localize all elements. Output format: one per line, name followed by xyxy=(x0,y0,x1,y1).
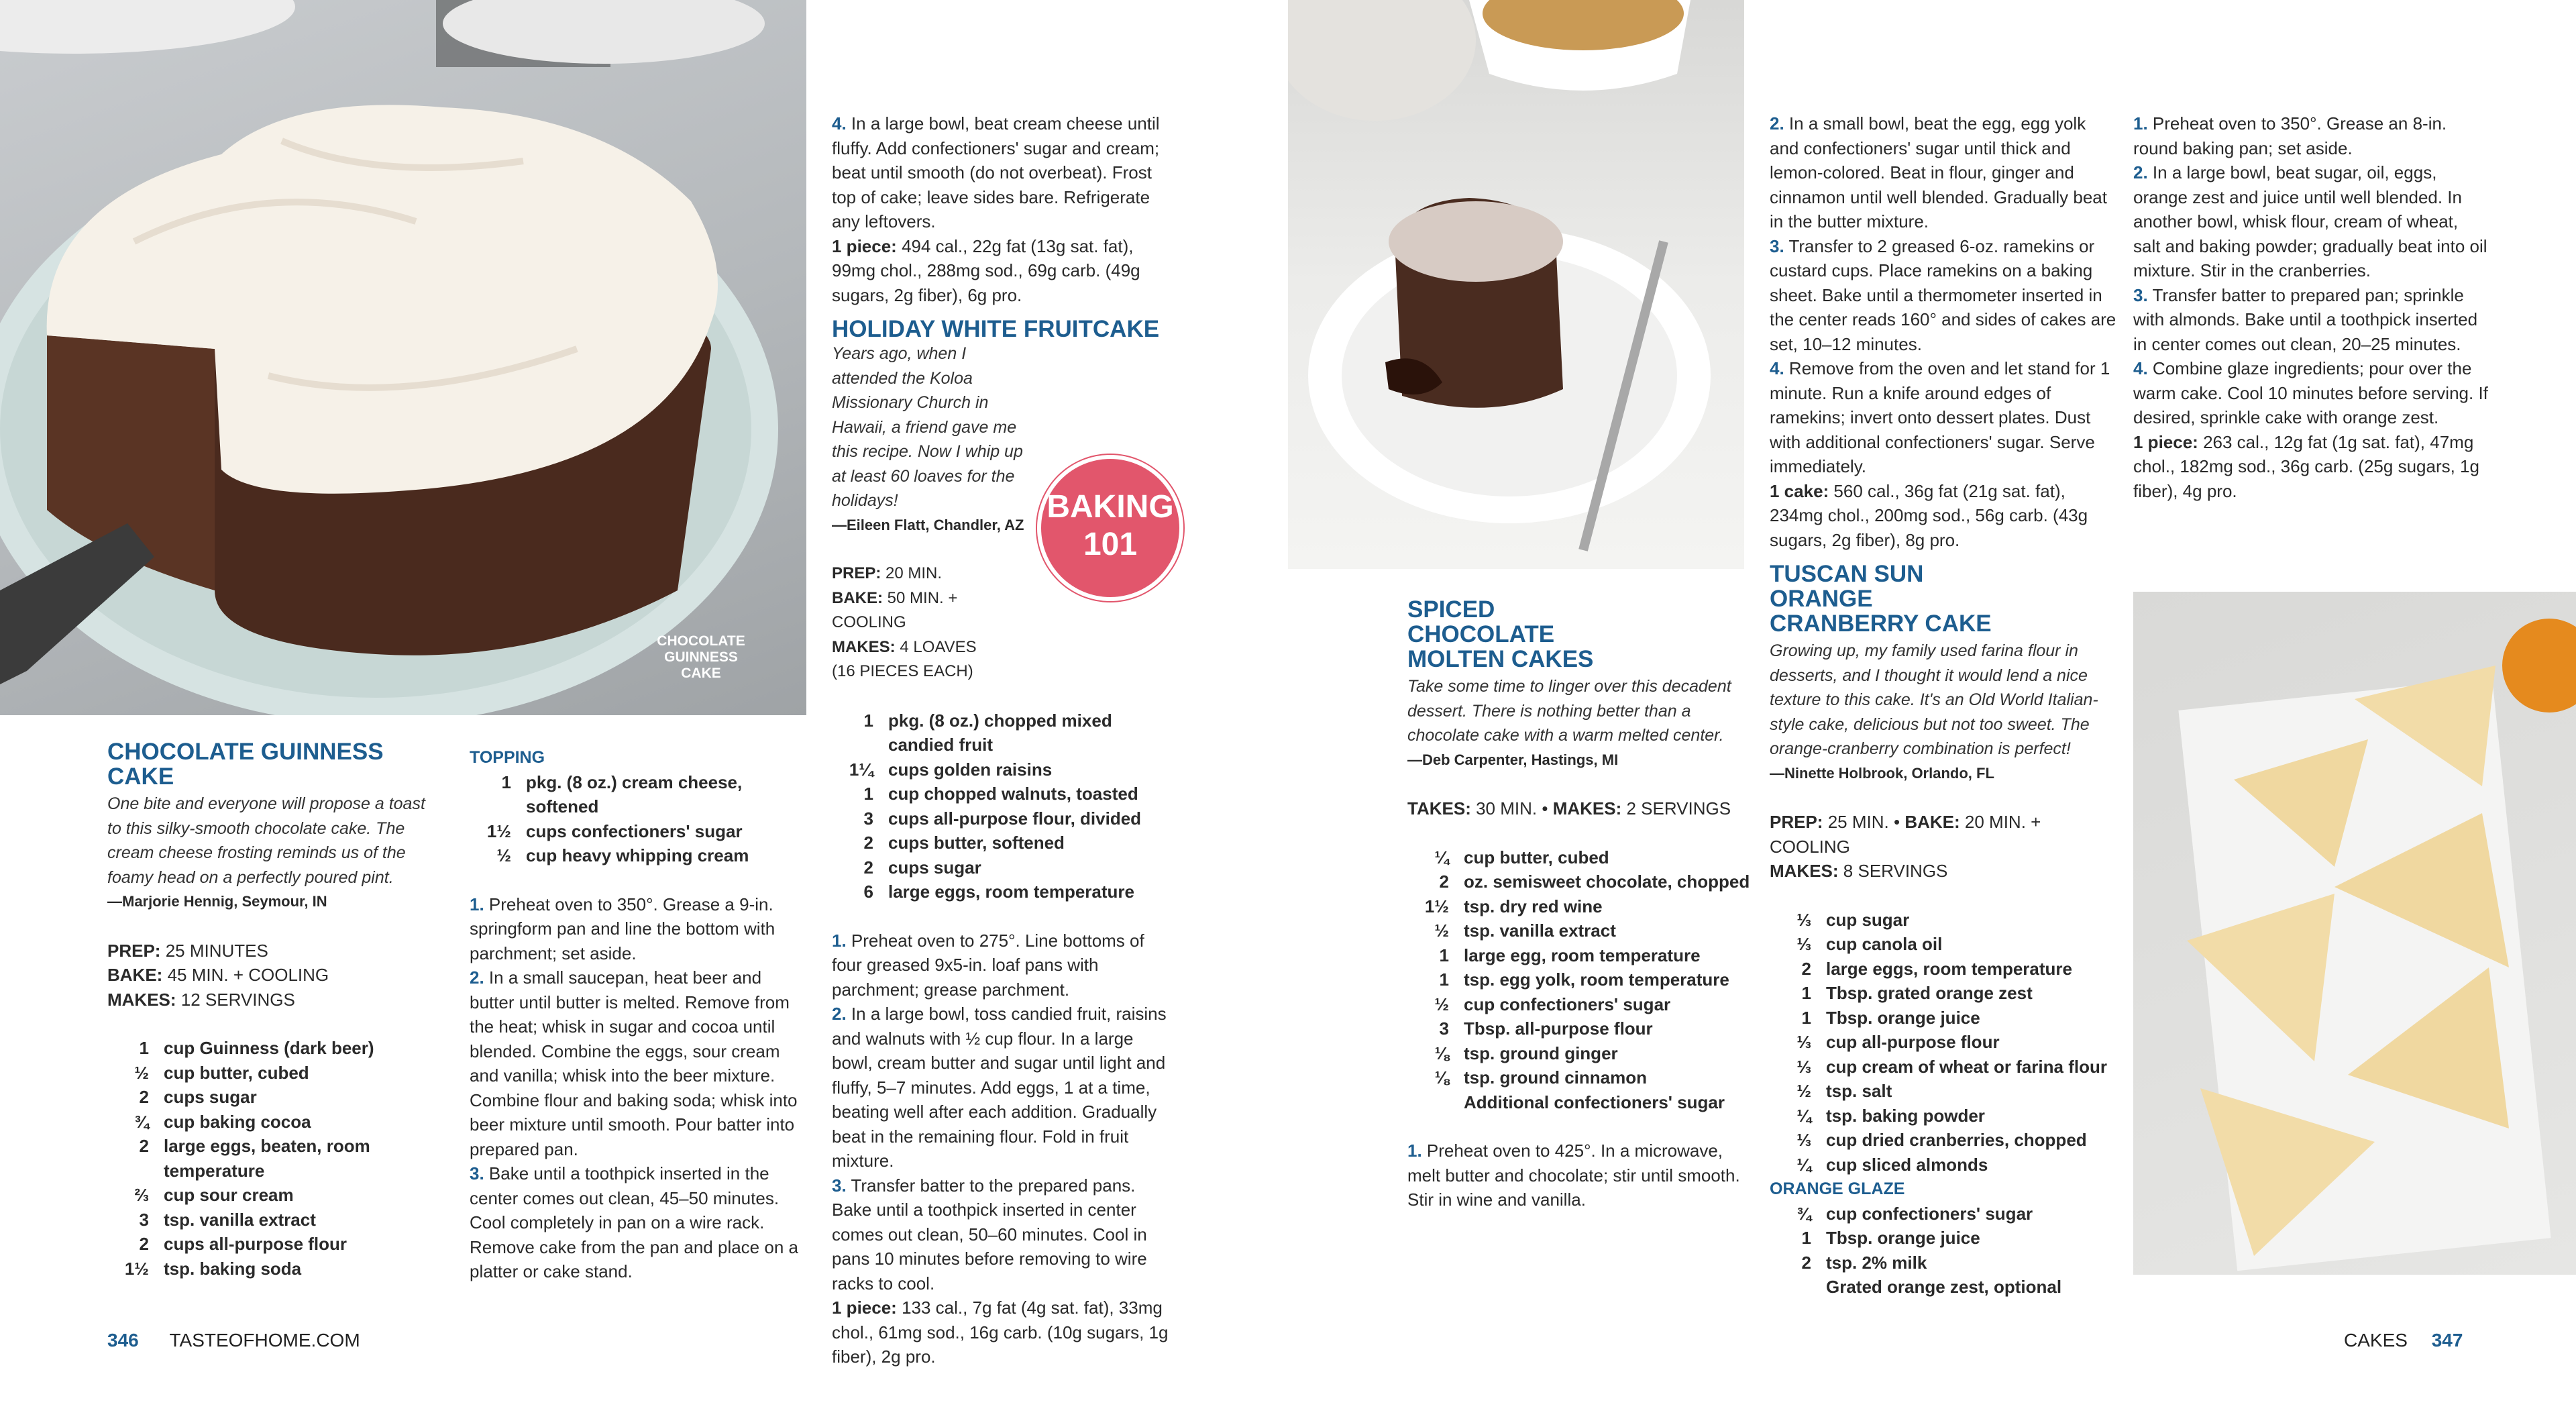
glaze-item: Grated orange zest, optional xyxy=(1826,1277,2062,1297)
ingredient-item: 2 oz. semisweet chocolate, chopped xyxy=(1439,872,1750,892)
step: 1. Preheat oven to 425°. In a microwave, melt butter and chocolate; stir until smooth. Stir in wine and vanilla. xyxy=(1407,1141,1740,1210)
step: 3. Transfer batter to the prepared pans. Bake until a toothpick inserted in center comes out clean, 50–60 minutes. Cool in pans 10 minutes before removing to wire racks to cool. xyxy=(832,1175,1147,1294)
ingredient-item: ⅛ tsp. ground ginger xyxy=(1434,1043,1618,1063)
ingredient-item: 2 cups butter, softened xyxy=(863,833,1065,853)
ingredient-item: ¼ cup sliced almonds xyxy=(1796,1154,1988,1175)
recipe-intro: One bite and everyone will propose a toast to this silky-smooth chocolate cake. The cream cheese frosting reminds us of the foamy head on a perfectly poured pint. xyxy=(107,794,425,887)
ingredient-item: Additional confectioners' sugar xyxy=(1464,1092,1725,1112)
page-number: 346 xyxy=(107,1330,139,1351)
molten-recipe-column xyxy=(1407,597,1756,1212)
recipe-byline: —Eileen Flatt, Chandler, AZ xyxy=(832,516,1024,533)
ingredient-item: 6 large eggs, room temperature xyxy=(863,882,1134,902)
nutrition-facts: 1 piece: 133 cal., 7g fat (4g sat. fat), 33mg chol., 61mg sod., 16g carb. (10g sugars, 1g fiber), 2g pro. xyxy=(832,1298,1169,1367)
ingredient-item: 3 tsp. vanilla extract xyxy=(139,1209,316,1230)
guinness-recipe-column xyxy=(107,739,443,1281)
orange-cranberry-cake-photo xyxy=(2133,592,2576,1275)
ingredient-item: 1¼ cups golden raisins xyxy=(849,759,1053,780)
ingredient-item: ¾ cup baking cocoa xyxy=(134,1111,311,1132)
ingredient-item: 1½ tsp. dry red wine xyxy=(1424,896,1603,916)
step: 4. Combine glaze ingredients; pour over the warm cake. Cool 10 minutes before serving. If desired, sprinkle cake with orange zest. xyxy=(2133,358,2488,427)
step: 3. Bake until a toothpick inserted in the center comes out clean, 45–50 minutes. Cool completely in pan on a wire rack. Remove cake from the pan and place on a platter or cake stand. xyxy=(470,1163,798,1281)
nutrition-facts: 1 piece: 263 cal., 12g fat (1g sat. fat), 47mg chol., 182mg sod., 36g carb. (25g sugars, 1g fiber), 4g pro. xyxy=(2133,431,2479,501)
ingredient-item: ⅓ cup sugar xyxy=(1796,909,1910,930)
time-and-servings: TAKES: 30 MIN. • MAKES: 2 SERVINGS xyxy=(1407,798,1731,819)
molten-cake-illustration xyxy=(1288,0,1744,569)
nutrition-facts: 1 piece: 494 cal., 22g fat (13g sat. fat), 99mg chol., 288mg sod., 69g carb. (49g sugars, 2g fiber), 6g pro. xyxy=(832,235,1140,305)
ingredient-item: 2 cups all-purpose flour xyxy=(139,1234,347,1254)
bake-time: BAKE: 50 MIN. + COOLING xyxy=(832,588,958,631)
topping-item: 1½ cups confectioners' sugar xyxy=(486,821,743,841)
servings-detail: (16 PIECES EACH) xyxy=(832,662,973,680)
topping-heading: TOPPING xyxy=(470,748,545,767)
ingredient-item: ½ cup butter, cubed xyxy=(134,1062,309,1083)
right-footer xyxy=(2344,1330,2463,1351)
glaze-heading: ORANGE GLAZE xyxy=(1770,1179,1905,1198)
ingredient-item: ½ tsp. vanilla extract xyxy=(1434,920,1616,941)
tuscan-steps-column xyxy=(2133,111,2489,503)
prep-time: PREP: 20 MIN. xyxy=(832,564,943,582)
badge-line-2: 101 xyxy=(1083,527,1138,562)
ingredient-item: ¼ tsp. baking powder xyxy=(1796,1105,1985,1126)
recipe-intro: Growing up, my family used farina flour in desserts, and I thought it would lend a nice texture to this cake. It's an Old World Italian-style cake, delicious but not too sweet. The orange-cranberry combination is perfect! xyxy=(1770,641,2098,758)
ingredient-item: 3 cups all-purpose flour, divided xyxy=(863,808,1142,829)
ingredient-item: ¼ cup butter, cubed xyxy=(1434,847,1609,867)
tuscan-recipe-column xyxy=(1770,111,2118,1300)
topping-item: 1 pkg. (8 oz.) cream cheese, softened xyxy=(501,772,743,816)
ingredient-item: 2 large eggs, beaten, room temperature xyxy=(139,1136,370,1181)
recipe-byline: —Ninette Holbrook, Orlando, FL xyxy=(1770,764,1994,782)
glaze-item: 2 tsp. 2% milk xyxy=(1801,1252,1927,1273)
ingredient-item: ⅔ cup sour cream xyxy=(134,1185,294,1205)
topping-item: ½ cup heavy whipping cream xyxy=(496,845,749,865)
page-number: 347 xyxy=(2431,1330,2463,1351)
bake-time: BAKE: 45 MIN. + COOLING xyxy=(107,965,329,985)
photo-caption: CHOCOLATE GUINNESS CAKE xyxy=(657,633,745,681)
ingredient-item: 1½ tsp. baking soda xyxy=(124,1258,302,1279)
recipe-title: CHOCOLATE GUINNESS CAKE xyxy=(107,739,384,790)
ingredient-item: ⅛ tsp. ground cinnamon xyxy=(1434,1067,1647,1088)
ingredient-item: ½ tsp. salt xyxy=(1796,1081,1892,1101)
ingredient-list xyxy=(107,1036,443,1281)
step: 3. Transfer to 2 greased 6-oz. ramekins or custard cups. Place ramekins on a baking sheet. Bake until a thermometer inserted in the center reads 160° and sides of cakes are set, 10–12 minutes. xyxy=(1770,235,2116,354)
ingredient-item: 2 large eggs, room temperature xyxy=(1801,958,2072,979)
ingredient-item: 1 Tbsp. grated orange zest xyxy=(1801,983,2033,1003)
ingredient-item: 1 Tbsp. orange juice xyxy=(1801,1007,1980,1028)
ingredient-item: ⅓ cup all-purpose flour xyxy=(1796,1032,2000,1052)
ingredient-item: 1 tsp. egg yolk, room temperature xyxy=(1439,969,1729,990)
section-name: CAKES xyxy=(2344,1330,2408,1351)
ingredient-item: 1 cup Guinness (dark beer) xyxy=(139,1038,374,1058)
step: 2. In a large bowl, toss candied fruit, raisins and walnuts with ½ cup flour. In a large bowl, cream butter and sugar until light and fluffy, 5–7 minutes. Add eggs, 1 at a time, beating well after each addition. Gradually beat in the remaining flour. Fold in fruit mixture. xyxy=(832,1004,1167,1171)
recipe-byline: —Deb Carpenter, Hastings, MI xyxy=(1407,751,1619,768)
step: 1. Preheat oven to 350°. Grease a 9-in. springform pan and line the bottom with parchment; set aside. xyxy=(470,894,775,963)
step: 2. In a small saucepan, heat beer and butter until butter is melted. Remove from the heat; whisk in sugar and cocoa until blended. Combine the eggs, sour cream and vanilla; whisk into the beer mixture. Combine flour and baking soda; whisk into beer mixture until smooth. Pour batter into prepared pan. xyxy=(470,967,798,1159)
step: 2. In a small bowl, beat the egg, egg yolk and confectioners' sugar until thick and lemon-colored. Beat in flour, ginger and cinnamon until well blended. Gradually beat in the butter mixture. xyxy=(1770,113,2107,231)
servings: MAKES: 8 SERVINGS xyxy=(1770,861,1948,881)
prep-and-bake-time: PREP: 25 MIN. • BAKE: 20 MIN. + COOLING xyxy=(1770,812,2041,857)
step: 3. Transfer batter to prepared pan; sprinkle with almonds. Bake until a toothpick inserted in center comes out clean, 20–25 minutes. xyxy=(2133,284,2478,354)
ingredient-item: ⅓ cup dried cranberries, chopped xyxy=(1796,1130,2087,1150)
left-footer xyxy=(107,1330,360,1351)
ingredient-item: 1 cup chopped walnuts, toasted xyxy=(863,784,1138,804)
badge-line-1: BAKING xyxy=(1046,489,1174,525)
recipe-title: TUSCAN SUN ORANGE CRANBERRY CAKE xyxy=(1770,561,1992,637)
site-name: TASTEOFHOME.COM xyxy=(169,1330,360,1351)
ingredient-item: 2 cups sugar xyxy=(139,1087,257,1107)
recipe-byline: —Marjorie Hennig, Seymour, IN xyxy=(107,893,327,910)
step: 4. In a large bowl, beat cream cheese until fluffy. Add confectioners' sugar and cream; beat until smooth (do not overbeat). Frost top of cake; leave sides bare. Refrigerate any leftovers. xyxy=(832,113,1160,231)
guinness-steps-column xyxy=(470,745,798,1284)
molten-cake-photo xyxy=(1288,0,1744,569)
servings: MAKES: 12 SERVINGS xyxy=(107,989,295,1010)
recipe-intro: Take some time to linger over this decadent dessert. There is nothing better than a chocolate cake with a warm melted center. xyxy=(1407,677,1731,745)
glaze-item: ¾ cup confectioners' sugar xyxy=(1796,1203,2033,1224)
prep-time: PREP: 25 MINUTES xyxy=(107,940,268,961)
ingredient-item: ⅓ cup cream of wheat or farina flour xyxy=(1796,1056,2107,1077)
cake-slices-illustration xyxy=(2133,592,2576,1275)
recipe-title: HOLIDAY WHITE FRUITCAKE xyxy=(832,316,1160,342)
ingredient-item: ½ cup confectioners' sugar xyxy=(1434,994,1671,1014)
cake-illustration xyxy=(0,0,806,715)
glaze-item: 1 Tbsp. orange juice xyxy=(1801,1228,1980,1248)
recipe-title: SPICED CHOCOLATE MOLTEN CAKES xyxy=(1407,596,1594,672)
nutrition-facts: 1 cake: 560 cal., 36g fat (21g sat. fat), 234mg chol., 200mg sod., 56g carb. (43g sugars, 2g fiber), 8g pro. xyxy=(1770,480,2088,550)
recipe-intro: Years ago, when I attended the Koloa Missionary Church in Hawaii, a friend gave me this recipe. Now I whip up at least 60 loaves for the holidays! xyxy=(832,344,1023,510)
step: 1. Preheat oven to 350°. Grease an 8-in. round baking pan; set aside. xyxy=(2133,113,2447,158)
step: 2. In a large bowl, beat sugar, oil, eggs, orange zest and juice until well blended. In another bowl, whisk flour, cream of wheat, salt and baking powder; gradually beat into oil mixture. Stir in the cranberries. xyxy=(2133,162,2487,280)
ingredient-item: 3 Tbsp. all-purpose flour xyxy=(1439,1018,1653,1039)
ingredient-item: 1 pkg. (8 oz.) chopped mixed candied fruit xyxy=(863,710,1112,755)
ingredient-item: 1 large egg, room temperature xyxy=(1439,945,1701,965)
chocolate-guinness-cake-photo xyxy=(0,0,806,715)
ingredient-item: ⅓ cup canola oil xyxy=(1796,934,1943,954)
baking-101-badge xyxy=(1041,459,1179,597)
ingredient-item: 2 cups sugar xyxy=(863,857,981,878)
fruitcake-column xyxy=(832,111,1174,1369)
step: 4. Remove from the oven and let stand for 1 minute. Run a knife around edges of ramekins; invert onto dessert plates. Dust with additional confectioners' sugar. Serve immediately. xyxy=(1770,358,2110,476)
servings: MAKES: 4 LOAVES xyxy=(832,637,977,656)
step: 1. Preheat oven to 275°. Line bottoms of four greased 9x5-in. loaf pans with parchment; grease parchment. xyxy=(832,930,1144,1000)
